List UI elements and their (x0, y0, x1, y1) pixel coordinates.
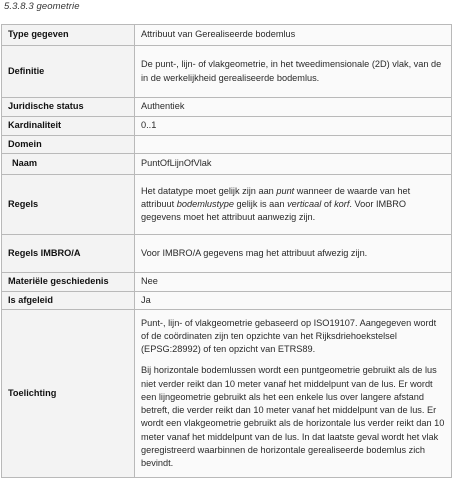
row-label-is-afgeleid: Is afgeleid (2, 292, 135, 310)
table-row (2, 117, 452, 136)
table-row (2, 175, 452, 235)
row-label-regels-imbro-a: Regels IMBRO/A (2, 235, 135, 273)
toelichting-paragraph-2: Bij horizontale bodemlussen wordt een puntgeometrie gebruikt als de lus niet verder reikt dan 10 meter vanaf het middelpunt van de lus. Er wordt een lijngeometrie gebruikt als het een enkele lus over langere afstand betreft, die verder reikt dan 10 meter vanaf het middelpunt van de lus. Er wordt een vlakgeometrie gebruikt als de horizontale lus verder reikt dan 10 meter vanaf het middelpunt van de lus. In dat laatste geval wordt het vlak geregistreerd waarbinnen de horizontale gerealiseerde bodemlus zich bevindt. (141, 365, 445, 468)
regels-text-3: gelijk is aan (233, 198, 288, 209)
row-label-juridische-status: Juridische status (2, 98, 135, 117)
row-label-naam: Naam (2, 154, 135, 175)
row-value-regels-imbro-a: Voor IMBRO/A gegevens mag het attribuut afwezig zijn. (135, 235, 452, 273)
row-label-materiele-geschiedenis: Materiële geschiedenis (2, 273, 135, 292)
table-row (2, 273, 452, 292)
regels-text-5: . Voor IMBRO gegevens moet het attribuut aanwezig zijn. (141, 198, 407, 223)
table-row (2, 235, 452, 273)
regels-text-1: Het datatype moet gelijk zijn aan (141, 185, 277, 196)
regels-text-2: wanneer de waarde van het attribuut (141, 185, 411, 209)
table-row (2, 25, 452, 46)
attribute-table (1, 24, 452, 478)
row-label-kardinaliteit: Kardinaliteit (2, 117, 135, 136)
regels-term-verticaal: verticaal (287, 198, 322, 209)
row-value-domein (135, 136, 452, 154)
row-value-kardinaliteit: 0..1 (135, 117, 452, 136)
table-row (2, 292, 452, 310)
regels-term-punt: punt (276, 185, 295, 196)
row-value-regels (135, 175, 452, 235)
table-row (2, 98, 452, 117)
row-value-juridische-status: Authentiek (135, 98, 452, 117)
regels-term-korf: korf (334, 198, 350, 209)
row-value-naam: PuntOfLijnOfVlak (135, 154, 452, 175)
table-row (2, 310, 452, 478)
table-row (2, 154, 452, 175)
regels-text-4: of (321, 198, 335, 209)
row-value-toelichting (135, 310, 452, 478)
row-label-toelichting: Toelichting (2, 310, 135, 478)
row-value-type-gegeven: Attribuut van Gerealiseerde bodemlus (135, 25, 452, 46)
row-label-type-gegeven: Type gegeven (2, 25, 135, 46)
table-row (2, 46, 452, 98)
section-heading: 5.3.8.3 geometrie (4, 1, 80, 12)
toelichting-paragraph-1: Punt-, lijn- of vlakgeometrie gebaseerd op ISO19107. Aangegeven wordt of de coördinaten zijn ten opzichte van het Rijksdriehoekstelsel (EPSG:28992) of ten opzicht van ETRS89. (141, 317, 437, 355)
row-label-definitie: Definitie (2, 46, 135, 98)
row-value-definitie: De punt-, lijn- of vlakgeometrie, in het tweedimensionale (2D) vlak, van de in de werkelijkheid gerealiseerde bodemlus. (135, 46, 452, 98)
row-value-is-afgeleid: Ja (135, 292, 452, 310)
row-label-regels: Regels (2, 175, 135, 235)
row-label-domein: Domein (2, 136, 135, 154)
row-value-materiele-geschiedenis: Nee (135, 273, 452, 292)
regels-term-bodemlustype: bodemlustype (176, 198, 234, 209)
table-row (2, 136, 452, 154)
